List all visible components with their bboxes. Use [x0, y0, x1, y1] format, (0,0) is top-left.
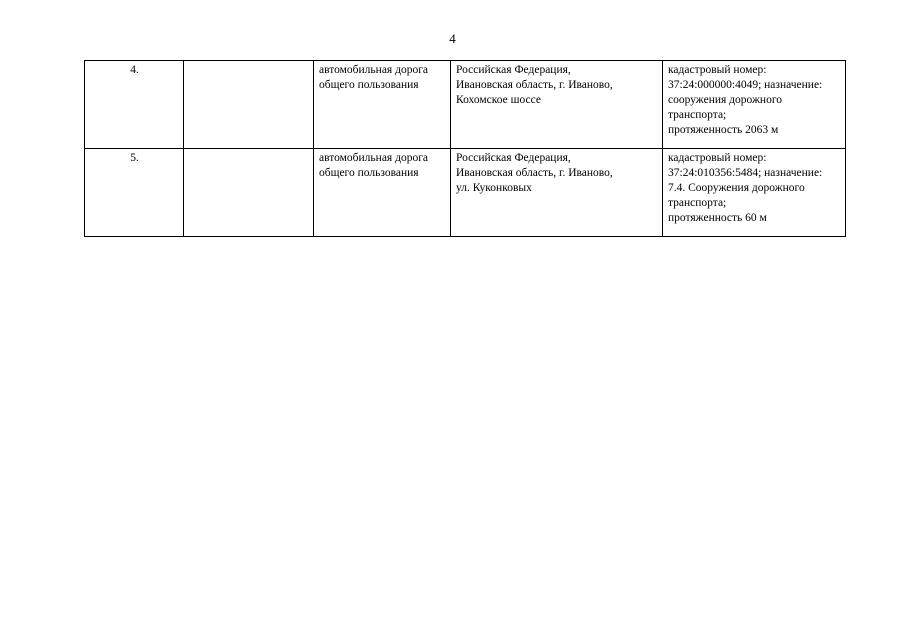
object-name-cell: [184, 149, 314, 237]
property-table: [84, 60, 846, 237]
characteristics-cell: [663, 61, 846, 149]
page-number: 4: [449, 31, 456, 46]
table-row: [85, 149, 846, 237]
row-number-cell: 4.: [85, 61, 184, 149]
row-number-cell: 5.: [85, 149, 184, 237]
table-row: [85, 61, 846, 149]
characteristics-line: 37:24:010356:5484; назначение:: [668, 167, 823, 179]
object-name-cell: [184, 61, 314, 149]
characteristics-line: 37:24:000000:4049; назначение:: [668, 79, 823, 91]
object-type-line: общего пользования: [319, 167, 419, 179]
characteristics-line: кадастровый номер:: [668, 152, 767, 164]
address-line: ул. Куконковых: [456, 182, 532, 194]
address-line: Российская Федерация,: [456, 64, 571, 76]
characteristics-line: транспорта;: [668, 197, 727, 209]
object-type-cell: [314, 149, 451, 237]
object-type-cell: [314, 61, 451, 149]
characteristics-line: 7.4. Сооружения дорожного: [668, 182, 805, 194]
characteristics-line: транспорта;: [668, 109, 727, 121]
characteristics-line: кадастровый номер:: [668, 64, 767, 76]
characteristics-cell: [663, 149, 846, 237]
object-type-line: автомобильная дорога: [319, 64, 429, 76]
object-type-line: автомобильная дорога: [319, 152, 429, 164]
address-line: Российская Федерация,: [456, 152, 571, 164]
address-cell: [451, 61, 663, 149]
characteristics-line: протяженность 2063 м: [668, 124, 779, 136]
address-line: Ивановская область, г. Иваново,: [456, 79, 613, 91]
address-cell: [451, 149, 663, 237]
characteristics-line: протяженность 60 м: [668, 212, 767, 224]
address-line: Кохомское шоссе: [456, 94, 542, 106]
address-line: Ивановская область, г. Иваново,: [456, 167, 613, 179]
object-type-line: общего пользования: [319, 79, 419, 91]
characteristics-line: сооружения дорожного: [668, 94, 783, 106]
